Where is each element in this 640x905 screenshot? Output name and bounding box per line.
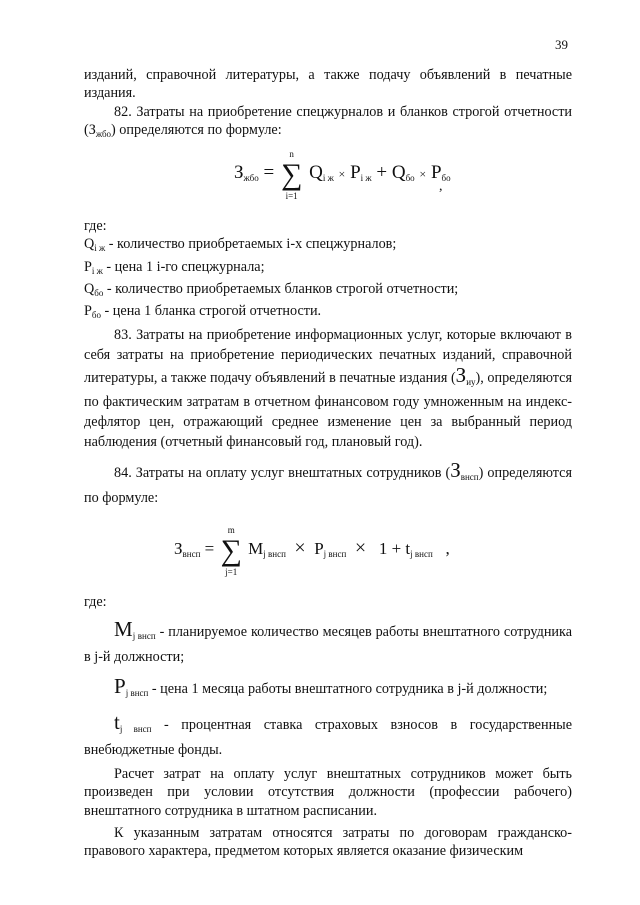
f1-eq: = [263, 162, 275, 184]
p82-sub: жбо [95, 128, 112, 139]
f2-eq: = [204, 538, 215, 558]
f1-lhs: З [234, 162, 244, 184]
formula-2-expr [174, 524, 450, 577]
p83-var: З [455, 362, 467, 387]
def-p-j-text: - цена 1 месяца работы внештатного сотрудника в j-й должности; [148, 680, 548, 697]
f1-comma: , [439, 179, 443, 195]
def-t-j-sym: t [114, 709, 120, 734]
def-q-ij-sym: Q [84, 236, 95, 253]
f2-sum-top: m [227, 524, 235, 535]
f2-m: M [248, 538, 264, 558]
f1-p-sub: i ж [360, 173, 372, 184]
def-m-j [84, 616, 572, 668]
def-q-bo-text: - количество приобретаемых бланков строгой отчетности; [103, 281, 459, 298]
definitions-2 [84, 593, 572, 761]
def-p-ij-sub: i ж [91, 265, 103, 276]
def-m-j-text: - планируемое количество месяцев работы внештатного сотрудника в j-й должности; [84, 623, 572, 665]
f1-p2-sub: бо [441, 173, 451, 184]
where-label-1: где: [84, 218, 107, 235]
p82-text: 82. Затраты на приобретение спецжурналов и бланков строгой отчетности (З [84, 103, 572, 138]
definitions-1 [84, 217, 572, 324]
p84-text-b: ) определяются по формуле: [84, 464, 572, 506]
f2-lhs: З [174, 538, 183, 558]
def-p-bo-sym: P [84, 303, 92, 320]
f2-m-sub: j внсп [263, 548, 286, 559]
def-q-ij [84, 235, 572, 257]
page-body [84, 66, 572, 860]
def-p-ij [84, 258, 572, 280]
f2-lhs-sub: внсп [182, 548, 201, 559]
paragraph-calc: Расчет затрат на оплату услуг внештатных сотрудников может быть произведен при условии отсутствия должности (профессии рабочего) внештатного сотрудника в штатном расписании. [84, 765, 572, 819]
def-p-bo-text: - цена 1 бланка строгой отчетности. [100, 303, 322, 320]
def-t-j [84, 709, 572, 761]
f1-q: Q [309, 162, 323, 184]
p84-text-a: 84. Затраты на оплату услуг внештатных сотрудников ( [114, 464, 451, 481]
f2-sum-sign: ∑ m j=1 [220, 524, 242, 577]
def-q-bo-sub: бо [94, 288, 104, 299]
p83-sub: иу [466, 376, 476, 387]
f2-comma: , [445, 538, 450, 558]
def-p-bo [84, 302, 572, 324]
f1-q2-sub: бо [405, 173, 415, 184]
p84-sub: внсп [460, 471, 479, 482]
f1-p: P [350, 162, 361, 184]
f2-times-1: × [294, 536, 306, 559]
formula-2 [84, 509, 572, 591]
p82-tail: ) определяются по формуле: [111, 121, 282, 138]
f1-p2: P [430, 162, 442, 184]
paragraph-82 [84, 103, 572, 144]
def-p-bo-sub: бо [91, 310, 101, 321]
def-q-bo-sym: Q [84, 281, 95, 298]
paragraph-last: К указанным затратам относятся затраты по договорам гражданско-правового характера, предметом которых является оказание физическим [84, 824, 572, 860]
f2-sum-bot: j=1 [225, 566, 238, 577]
def-m-j-sub: j внсп [132, 630, 156, 641]
def-p-j-sym: P [114, 673, 126, 698]
p83-text-b: ), определяются по фактическим затратам в отчетном финансовом году умноженным на индекс-дефлятор цен, отражающий среднее изменение цен за выбранный период наблюдения (отчетный финансовый год, плановый год). [84, 369, 573, 450]
f1-times: × [338, 167, 346, 182]
def-p-j [84, 673, 572, 704]
f2-times-2: × [354, 536, 367, 559]
def-q-ij-text: - количество приобретаемых i-х спецжурналов; [105, 236, 397, 253]
f1-plus: + [376, 162, 388, 184]
f2-one-plus-t: 1 + t [378, 538, 411, 558]
def-q-ij-sub: i ж [94, 243, 106, 254]
f2-p-sub: j внсп [323, 548, 347, 559]
f2-p: P [314, 538, 324, 558]
f1-q-sub: i ж [322, 173, 334, 184]
p83-text-a: 83. Затраты на приобретение информационных услуг, которые включают в себя затраты на приобретение периодических печатных изданий, справочной литературы, а также подачу объявлений в печатные издания ( [84, 326, 572, 386]
paragraph-83 [84, 325, 572, 452]
formula-1 [84, 143, 572, 217]
f1-times-2: × [419, 167, 427, 182]
f2-t-sub: j внсп [410, 548, 433, 559]
def-p-j-sub: j внсп [125, 687, 149, 698]
def-m-j-sym: M [114, 616, 133, 641]
def-q-bo [84, 280, 572, 302]
f1-sum-bot: i=1 [285, 191, 298, 202]
def-t-j-sub: j внсп [119, 723, 152, 734]
f1-sum-top: n [289, 149, 294, 160]
f1-sum-sign: ∑ n i=1 [280, 149, 303, 202]
def-p-ij-sym: P [84, 258, 92, 275]
p84-var: З [450, 457, 461, 482]
where-label-2: где: [84, 593, 107, 610]
f1-lhs-sub: жбо [243, 173, 259, 184]
def-t-j-text: - процентная ставка страховых взносов в государственные внебюджетные фонды. [84, 716, 572, 758]
paragraph-intro: изданий, справочной литературы, а также подачу объявлений в печатные издания. [84, 67, 572, 102]
paragraph-84 [84, 457, 572, 509]
f1-q2: Q [391, 162, 406, 184]
def-p-ij-text: - цена 1 i-го спецжурнала; [102, 258, 265, 275]
formula-1-expr [234, 149, 451, 202]
page-number: 39 [555, 37, 568, 52]
